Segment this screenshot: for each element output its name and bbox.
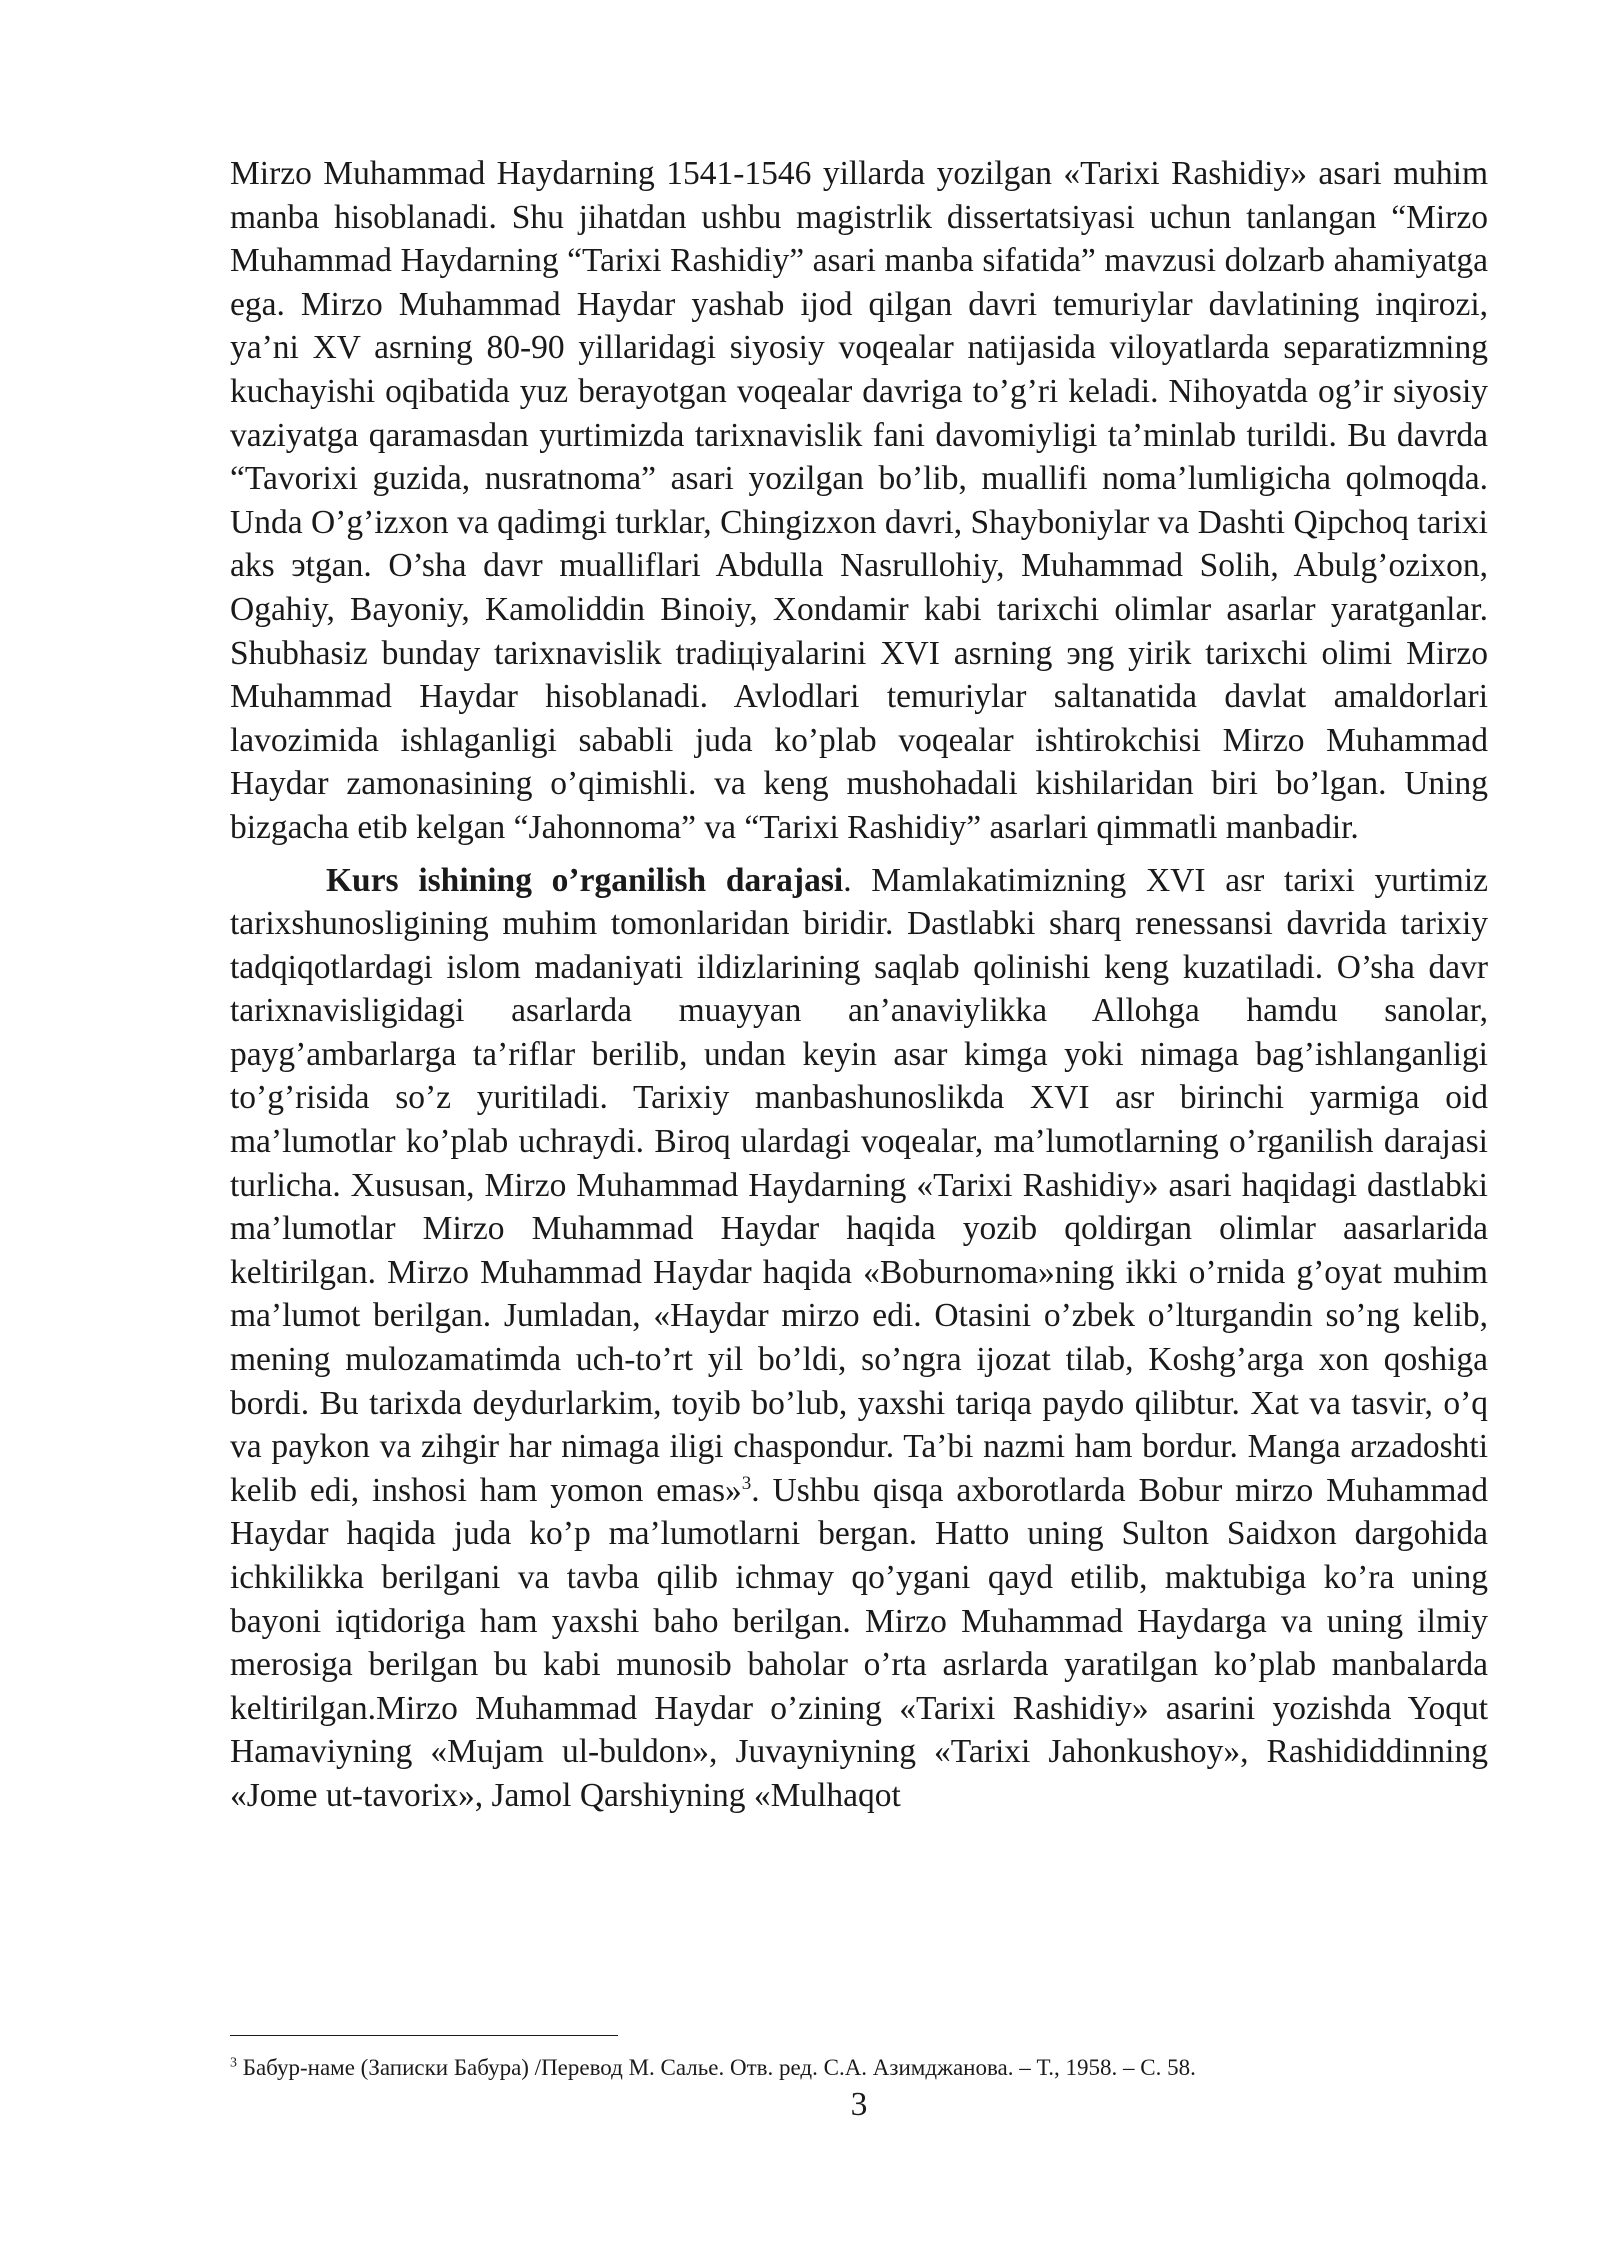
- footnote: [230, 2053, 1488, 2083]
- body-text: [230, 152, 1488, 1818]
- paragraph-intro: Mirzo Muhammad Haydarning 1541-1546 yillarda yozilgan «Tarixi Rashidiy» asari muhim manba hisoblanadi. Shu jihatdan ushbu magistrlik dissertatsiyasi uchun tanlangan “Mirzo Muhammad Haydarning “Tarixi Rashidiy” asari manba sifatida” mavzusi dolzarb ahamiyatga ega. Mirzo Muhammad Haydar yashab ijod qilgan davri temuriylar davlatining inqirozi, ya’ni XV asrning 80-90 yillaridagi siyosiy voqealar natijasida viloyatlarda separatizmning kuchayishi oqibatida yuz berayotgan voqealar davriga to’g’ri keladi. Nihoyatda og’ir siyosiy vaziyatga qaramasdan yurtimizda tarixnavislik fani davomiyligi ta’minlab turildi. Bu davrda “Tavorixi guzida, nusratnoma” asari yozilgan bo’lib, muallifi noma’lumligicha qolmoqda. Unda O’g’izxon va qadimgi turklar, Chingizxon davri, Shayboniylar va Dashti Qipchoq tarixi aks эtgan. O’sha davr mualliflari Abdulla Nasrullohiy, Muhammad Solih, Abulg’ozixon, Ogahiy, Bayoniy, Kamoliddin Binoiy, Xondamir kabi tarixchi olimlar asarlar yaratganlar. Shubhasiz bunday tarixnavislik tradiцiyalarini XVI asrning эng yirik tarixchi olimi Mirzo Muhammad Haydar hisoblanadi. Avlodlari temuriylar saltanatida davlat amaldorlari lavozimida ishlaganligi sababli juda ko’plab voqealar ishtirokchisi Mirzo Muhammad Haydar zamonasining o’qimishli. va keng mushohadali kishilaridan biri bo’lgan. Uning bizgacha etib kelgan “Jahonnoma” va “Tarixi Rashidiy” asarlari qimmatli manbadir.: [230, 155, 1488, 846]
- footnote-text: Бабур-наме (Записки Бабура) /Перевод М. Салье. Отв. ред. С.А. Азимджанова. – Т., 1958. – С. 58.: [237, 2055, 1196, 2080]
- paragraph-text-continued: . Ushbu qisqa axborotlarda Bobur mirzo Muhammad Haydar haqida juda ko’p ma’lumotlarni bergan. Hatto uning Sulton Saidxon dargohida ichkilikka berilgani va tavba qilib ichmay qo’ygani qayd etilib, maktubiga ko’ra uning bayoni iqtidoriga ham yaxshi baho berilgan. Mirzo Muhammad Haydarga va uning ilmiy merosiga berilgan bu kabi munosib baholar o’rta asrlarda yaratilgan ko’plab manbalarda keltirilgan.Mirzo Muhammad Haydar o’zining «Tarixi Rashidiy» asarini yozishda Yoqut Hamaviyning «Mujam ul-buldon», Juvayniyning «Tarixi Jahonkushoy», Rashididdinning «Jome ut-tavorix», Jamol Qarshiyning «Mulhaqot: [230, 1471, 1488, 1814]
- section-heading: Kurs ishining o’rganilish darajasi: [326, 861, 844, 899]
- paragraph-text: . Mamlakatimizning XVI asr tarixi yurtimiz tarixshunosligining muhim tomonlaridan biridir. Dastlabki sharq renessansi davrida tarixiy tadqiqotlardagi islom madaniyati ildizlarining saqlab qolinishi keng kuzatiladi. O’sha davr tarixnavisligidagi asarlarda muayyan an’anaviylikka Allohga hamdu sanolar, payg’ambarlarga ta’riflar berilib, undan keyin asar kimga yoki nimaga bag’ishlanganligi to’g’risida so’z yuritiladi. Tarixiy manbashunoslikda XVI asr birinchi yarmiga oid ma’lumotlar ko’plab uchraydi. Biroq ulardagi voqealar, ma’lumotlarning o’rganilish darajasi turlicha. Xususan, Mirzo Muhammad Haydarning «Tarixi Rashidiy» asari haqidagi dastlabki ma’lumotlar Mirzo Muhammad Haydar haqida yozib qoldirgan olimlar aasarlarida keltirilgan. Mirzo Muhammad Haydar haqida «Boburnoma»ning ikki o’rnida g’oyat muhim ma’lumot berilgan. Jumladan, «Haydar mirzo edi. Otasini o’zbek o’lturgandin so’ng kelib, mening mulozamatimda uch-to’rt yil bo’ldi, so’ngra ijozat tilab, Koshg’arga xon qoshiga bordi. Bu tarixda deydurlarkim, toyib bo’lub, yaxshi tariqa paydo qilibtur. Xat va tasvir, o’q va paykon va zihgir har nimaga iligi chaspondur. Ta’bi nazmi ham bordur. Manga arzadoshti kelib edi, inshosi ham yomon emas»: [230, 861, 1489, 1509]
- paragraph-study-level: [230, 859, 1488, 1818]
- page-number: 3: [850, 2086, 868, 2123]
- footnote-number: 3: [230, 2055, 237, 2071]
- footnote-divider: [230, 2035, 618, 2036]
- footnote-reference[interactable]: 3: [741, 1472, 752, 1494]
